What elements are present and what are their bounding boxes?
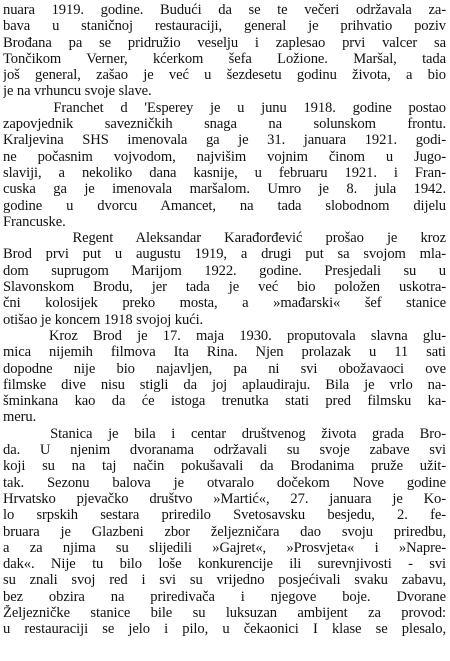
paragraph-regent-aleksandar — [3, 230, 446, 328]
text-line: Slavonskom Brodu, jer tada je već bio položen uskotra- — [3, 279, 446, 296]
paragraph-station-social-life — [3, 426, 446, 638]
text-line: Kraljevina SHS imenovala ga je 31. januara 1921. godi- — [3, 132, 446, 149]
text-line: cuska ga je imenovala maršalom. Umro je 8. jula 1942. — [3, 181, 446, 198]
text-line: dak«. Nije tu bilo loše konkurencije ili surevnjivosti - svi — [3, 556, 446, 573]
text-line: Brođana pa se pridružio veselju i zaplesao prvi valcer sa — [3, 34, 446, 51]
text-line: mica nijemih filmova Ita Rina. Njen prolazak u 11 sati — [3, 344, 446, 361]
document-page — [3, 2, 446, 638]
text-line: bava u staničnoj restauraciji, general je prihvatio poziv — [3, 18, 446, 35]
text-line: šminkana kao da će istoga trenutka stati pred filmsku ka- — [3, 393, 446, 410]
text-line: Stanica je bila i centar društvenog života grada Bro- — [3, 425, 446, 442]
text-line: su znali svoj red i svi su vrijedno posjećivali svaku zabavu, — [3, 572, 446, 589]
text-line: je na vrhuncu svoje slave. — [3, 83, 152, 100]
text-line: godine u dvorcu Amancet, na tada slobodnom dijelu — [3, 197, 446, 214]
text-line: Željezničke stanice bile su luksuzan ambijent za provod: — [3, 604, 446, 621]
text-line: slaviji, a nekoliko dana kasnije, u februaru 1921. i Fran- — [3, 164, 446, 181]
text-line: dom suprugom Marijom 1922. godine. Presjedali su u — [3, 262, 446, 279]
text-line: Tončikom Verner, kćerkom šefa Ložione. Maršal, tada — [3, 50, 446, 67]
text-line: Kroz Brod je 17. maja 1930. proputovala slavna glu- — [3, 327, 446, 344]
text-line: nuara 1919. godine. Budući da se te večeri održavala za- — [3, 2, 446, 18]
text-line: Brod prvi put u augustu 1919, a drugi put sa svojom mla- — [3, 246, 446, 263]
text-line: još general, zašao je već u šezdesetu godinu života, a bio — [3, 67, 446, 84]
text-line: filmske dive nisu stigli da joj aplaudiraju. Bila je vrlo na- — [3, 376, 446, 393]
text-line: lo srpskih sestara priredilo Svetosavsku besjedu, 2. fe- — [3, 507, 446, 524]
paragraph-victory-ball — [3, 2, 446, 100]
text-line: otišao je koncem 1918 svojoj kući. — [3, 311, 204, 328]
text-line: u restauraciji se jelo i pilo, u čekaonici I klase se plesalo, — [3, 621, 446, 638]
text-line: bruara je Glazbeni zbor željezničara dao svoju priredbu, — [3, 523, 446, 540]
text-line: ne počasnim vojvodom, najvišim vojnim činom u Jugo- — [3, 148, 446, 165]
text-line: Regent Aleksandar Karađorđević prošao je kroz — [3, 230, 446, 247]
text-line: Franchet d 'Esperey je u junu 1918. godine postao — [3, 99, 446, 116]
paragraph-ita-rina — [3, 328, 446, 426]
paragraph-franchet-desperey — [3, 100, 446, 230]
text-line: Hrvatsko pjevačko društvo »Martić«, 27. januara je Ko- — [3, 490, 446, 507]
text-line: zapovjednik savezničkih snaga na solunskom frontu. — [3, 116, 446, 133]
text-line: a za njima su slijedili »Gajret«, »Prosvjeta« i »Napre- — [3, 539, 446, 556]
text-line: bez obzira na priredivača i njegove boje. Dvorane — [3, 588, 446, 605]
text-line: tak. Sezonu balova je otvaralo dočekom Nove godine — [3, 474, 446, 491]
text-line: da. U njenim dvoranama održavali su svoje zabave svi — [3, 442, 446, 459]
text-line: meru. — [3, 409, 37, 426]
text-line: čni kolosijek preko mosta, a »mađarski« šef stanice — [3, 295, 446, 312]
text-line: Francuske. — [3, 213, 66, 230]
text-line: koji su na taj način pokušavali da Brodanima pruže užit- — [3, 458, 446, 475]
text-line: dopodne nije bio najavljen, pa ni svi obožavaoci ove — [3, 360, 446, 377]
